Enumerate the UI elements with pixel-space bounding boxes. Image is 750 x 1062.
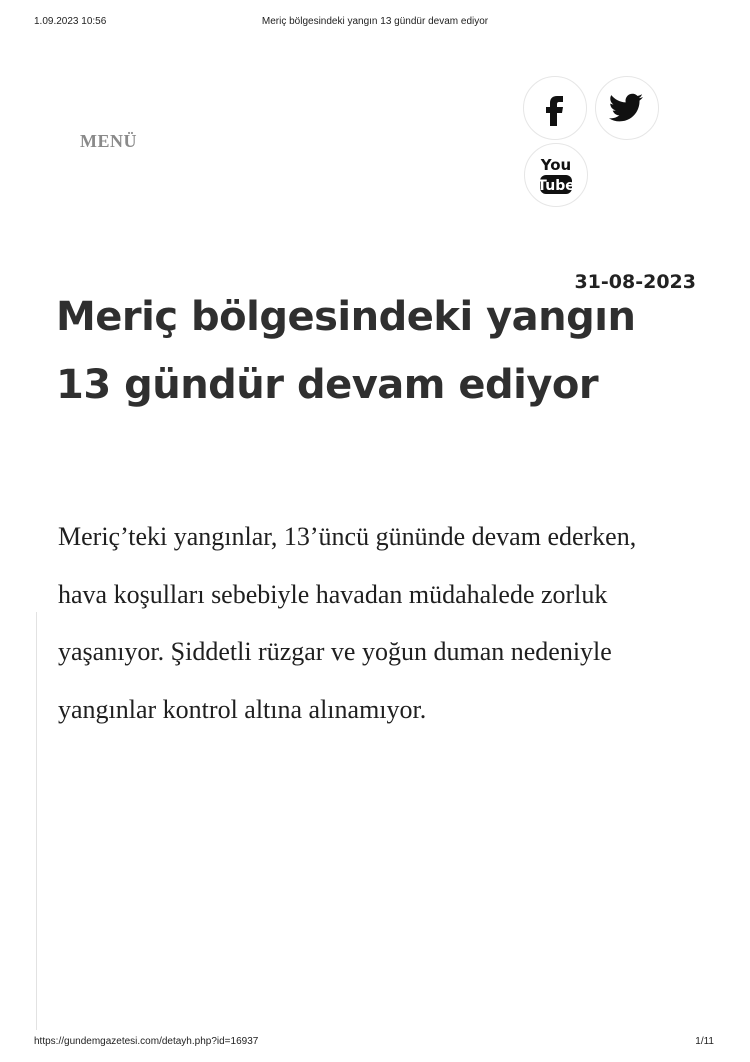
divider — [36, 612, 37, 1030]
youtube-icon — [536, 153, 576, 197]
twitter-link[interactable] — [595, 76, 659, 140]
facebook-link[interactable] — [523, 76, 587, 140]
menu-button[interactable]: MENÜ — [80, 131, 137, 151]
youtube-text-top: You — [540, 156, 572, 174]
facebook-icon — [540, 90, 570, 126]
youtube-text-bottom: Tube — [537, 178, 575, 194]
print-header-title: Meriç bölgesindeki yangın 13 gündür devam ediyor — [261, 16, 489, 27]
print-footer-page-number: 1/11 — [695, 1036, 714, 1047]
article-headline: Meriç bölgesindeki yangın 13 gündür devam ediyor — [56, 294, 636, 408]
twitter-icon — [609, 93, 645, 123]
article-body: Meriç’teki yangınlar, 13’üncü gününde devam ederken, hava koşulları sebebiyle havadan müdahalede zorluk yaşanıyor. Şiddetli rüzgar ve yoğun duman nedeniyle yangınlar kontrol altına alınamıyor. — [58, 522, 637, 724]
print-header-datetime: 1.09.2023 10:56 — [34, 16, 107, 27]
print-footer-url: https://gundemgazetesi.com/detayh.php?id=16937 — [34, 1036, 259, 1047]
article-date: 31-08-2023 — [574, 271, 696, 293]
youtube-link[interactable] — [524, 143, 588, 207]
